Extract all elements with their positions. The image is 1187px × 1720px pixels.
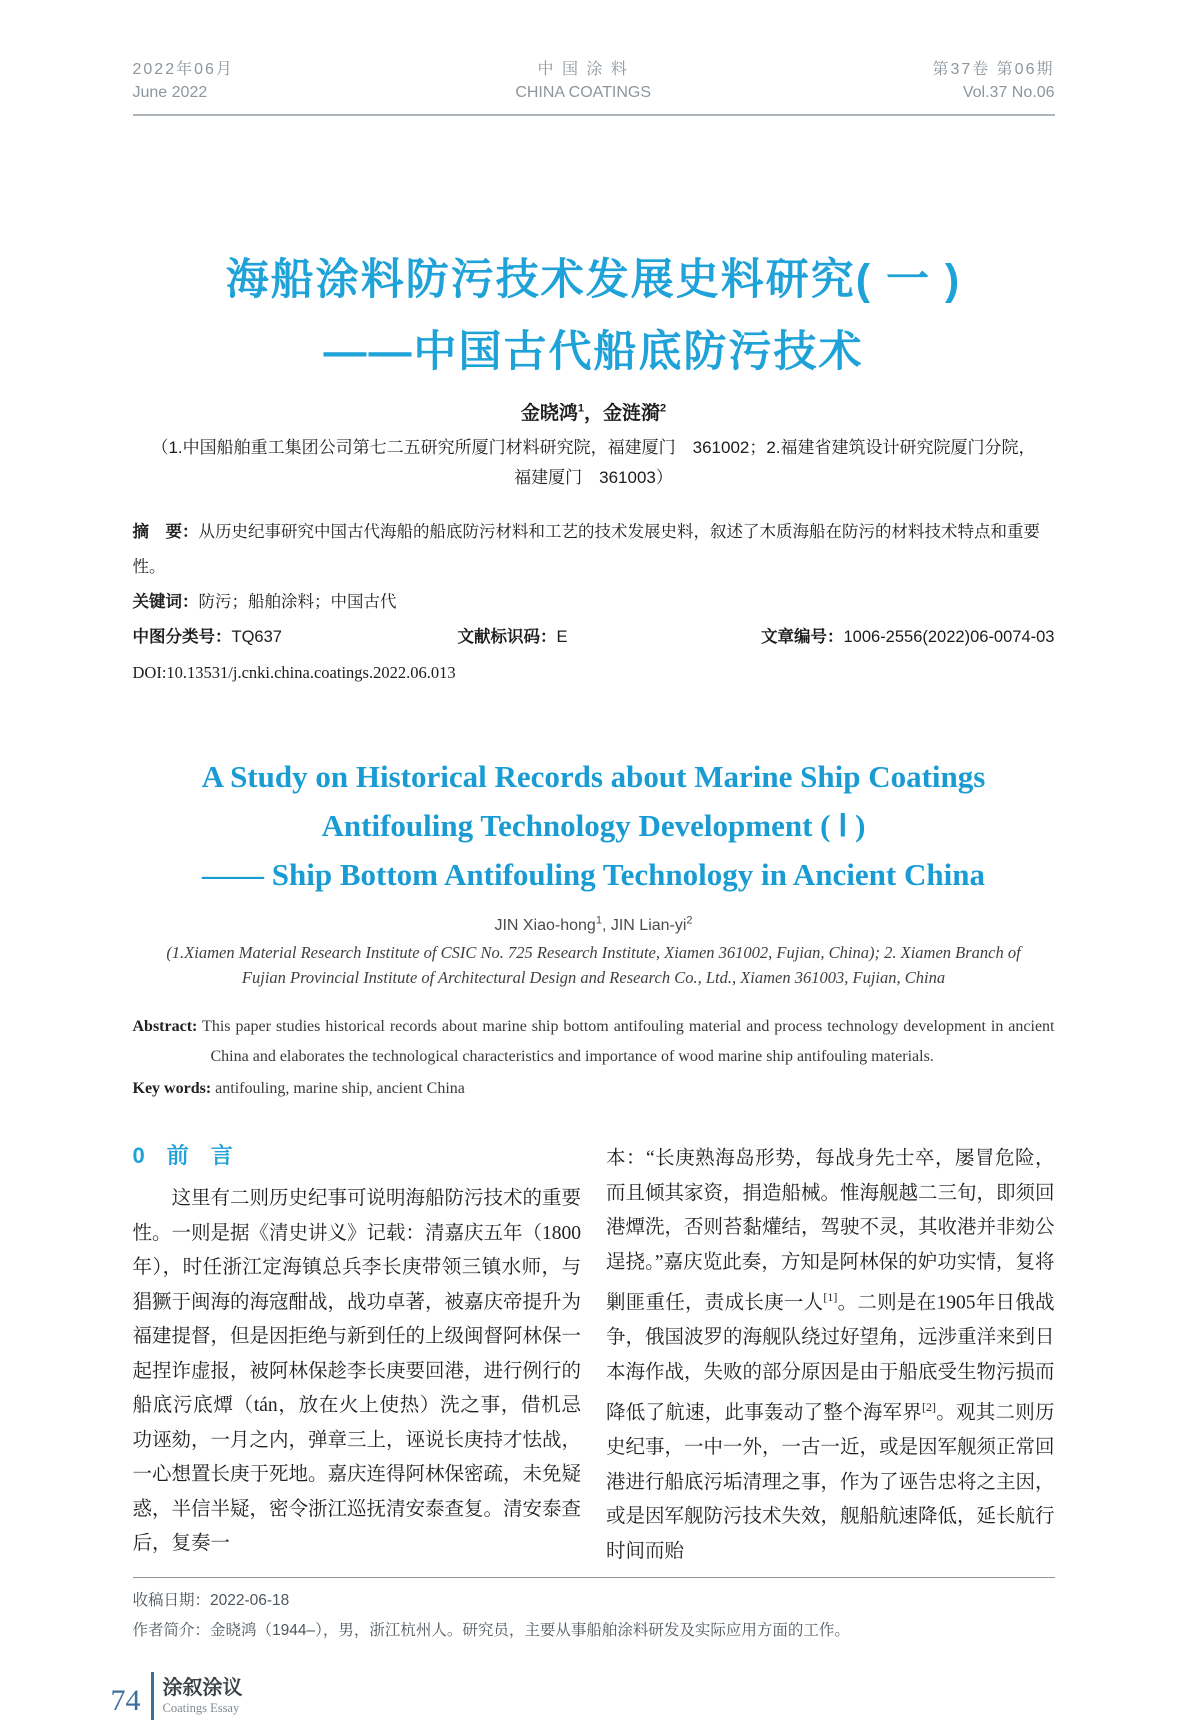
author-1: 金晓鸿$^1$ (520, 402, 584, 424)
keywords-en-text: antifouling, marine ship, ancient China (211, 1080, 465, 1098)
footer-column-en: Coatings Essay (162, 1701, 240, 1716)
footnote (133, 1577, 1055, 1646)
abstract-cn (133, 515, 1055, 585)
header-date-cn: 2022年06月 (132, 61, 234, 78)
abstract-en-label: Abstract: (132, 1018, 198, 1036)
keywords-cn-text: 防污；船舶涂料；中国古代 (198, 593, 397, 611)
article-title-en (133, 752, 1055, 899)
body-paragraph-right: 本：“长庚熟海岛形势，每战身先士卒，屡冒危险，而且倾其家资，捐造船械。惟海舰越二三旬，即须回港燂洗，否则苔黏爟结，驾驶不灵，其收港并非劾公逞挠。”嘉庆览此奏，方知是阿林保的妒功实情，复将剿匪重任，责成长庚一人[1]。二则是在1905年日俄战争，俄国波罗的海舰队绕过好望角，远涉重洋来到日本海作战，失败的部分原因是由于船底受生物污损而降低了航速，此事轰动了整个海军界[2]。观其二则历史纪事，一中一外，一古一近，或是因军舰须正常回港进行船底污垢清理之事，作为了诬告忠将之主因，或是因军舰防污技术失效，舰船航速降低，延长航行时间而贻 (606, 1148, 1055, 1562)
author-1-affil-mark: 1 (577, 402, 584, 415)
citation-ref-2: [2] (921, 1400, 936, 1415)
affiliation-cn-line2: 福建厦门 361003） (514, 468, 673, 487)
affiliation-en-line2: Fujian Provincial Institute of Architectural Design and Research Co., Ltd., Xiamen 361003, Fujian, China (241, 968, 946, 988)
article-id: 文章编号：1006-2556(2022)06-0074-03 (760, 628, 1055, 646)
section-heading-intro: 0 前 言 (132, 1143, 233, 1169)
header-journal-name (515, 58, 651, 104)
keywords-cn (133, 585, 1055, 620)
article-title-en-line2: Antifouling Technology Development ( Ⅰ ) (321, 808, 866, 843)
article-title-cn-line1: 海船涂料防污技术发展史料研究( 一 ) (225, 256, 962, 304)
affiliation-en-line1: (1.Xiamen Material Research Institute of CSIC No. 725 Research Institute, Xiamen 361002, Fujian, China); 2. Xiamen Branch of (166, 943, 1021, 963)
article-title-cn-line2: ——中国古代船底防污技术 (323, 328, 864, 376)
author-en-2-affil-mark: 2 (686, 915, 693, 927)
meta-cn (133, 515, 1055, 690)
author-en-1: JIN Xiao-hong$^1$ (494, 915, 602, 935)
affiliation-cn-line1: （1.中国船舶重工集团公司第七二五研究所厦门材料研究院，福建厦门 361002；2.福建省建筑设计研究院厦门分院， (151, 438, 1036, 457)
body-paragraph-left: 这里有二则历史纪事可说明海船防污技术的重要性。一则是据《清史讲义》记载：清嘉庆五年（1800年），时任浙江定海镇总兵李长庚带领三镇水师，与猖獗于闽海的海寇酣战，战功卓著，被嘉庆帝提升为福建提督，但是因拒绝与新到任的上级闽督阿林保一起捏诈虚报，被阿林保趁李长庚要回港，进行例行的船底污底燂（tán，放在火上使热）洗之事，借机忌功诬劾，一月之内，弹章三上，诬说长庚持才怯战，一心想置长庚于死地。嘉庆连得阿林保密疏，未免疑惑，半信半疑，密令浙江巡抚清安泰查复。清安泰查后，复奏一 (132, 1188, 582, 1555)
body-column-right (606, 1142, 1055, 1569)
journal-name-cn: 中 国 涂 料 (537, 61, 629, 78)
abstract-cn-text: 从历史纪事研究中国古代海船的船底防污材料和工艺的技术发展史料，叙述了木质海船在防污的材料技术特点和重要性。 (132, 523, 1040, 576)
authors-cn (133, 398, 1055, 425)
article-title-en-line3: —— Ship Bottom Antifouling Technology in Ancient China (202, 857, 985, 892)
keywords-en-label: Key words: (132, 1080, 212, 1098)
page-number: 74 (110, 1684, 141, 1718)
header-date (133, 58, 234, 104)
abstract-en-text: This paper studies historical records about marine ship bottom antifouling material and process technology development in ancient China and elaborates the technological characteristics and importance of wood marine ship antifouling materials. (197, 1018, 1055, 1066)
keywords-en (133, 1074, 1055, 1104)
keywords-cn-label: 关键词： (132, 593, 199, 611)
footer-column-cn: 涂叙涂议 (162, 1677, 243, 1700)
page-footer (111, 1672, 1055, 1720)
footnote-bio (133, 1616, 1055, 1646)
footnote-bio-text: 金晓鸿（1944–），男，浙江杭州人。研究员，主要从事船舶涂料研发及实际应用方面的工作。 (210, 1622, 850, 1640)
footnote-received-value: 2022-06-18 (210, 1592, 290, 1610)
footnote-bio-label: 作者简介： (132, 1622, 211, 1640)
author-2-affil-mark: 2 (660, 402, 667, 415)
body-column-left (133, 1142, 582, 1569)
footnote-received-label: 收稿日期： (132, 1592, 211, 1610)
classification-row (133, 620, 1055, 655)
article-title-cn (133, 244, 1055, 388)
footnote-received (133, 1586, 1055, 1616)
author-en-2: , JIN Lian-$yi^2$ (601, 915, 693, 935)
authors-en (133, 915, 1055, 935)
doi: DOI:10.13531/j.cnki.china.coatings.2022.06.013 (132, 663, 456, 682)
header-issue (932, 58, 1054, 104)
clc-number: 中图分类号：TQ637 (132, 628, 282, 646)
abstract-cn-label: 摘 要： (132, 523, 199, 541)
journal-header (133, 58, 1055, 116)
author-en-1-affil-mark: 1 (595, 915, 602, 927)
document-code: 文献标识码：E (457, 628, 568, 646)
abstract-en (133, 1012, 1055, 1072)
footer-divider-bar (151, 1672, 154, 1720)
page-content (110, 0, 1055, 1720)
journal-name-en: CHINA COATINGS (515, 84, 652, 101)
affiliation-cn (133, 433, 1055, 493)
author-2: ，金涟漪$^2$ (584, 402, 667, 424)
issue-en: Vol.37 No.06 (962, 84, 1055, 101)
footer-column-label (163, 1676, 243, 1716)
citation-ref-1: [1] (823, 1290, 838, 1305)
issue-cn: 第37卷 第06期 (932, 61, 1055, 78)
body-columns (133, 1142, 1055, 1569)
affiliation-en (133, 940, 1055, 990)
article-title-en-line1: A Study on Historical Records about Marine Ship Coatings (201, 759, 986, 794)
header-date-en: June 2022 (132, 84, 208, 101)
